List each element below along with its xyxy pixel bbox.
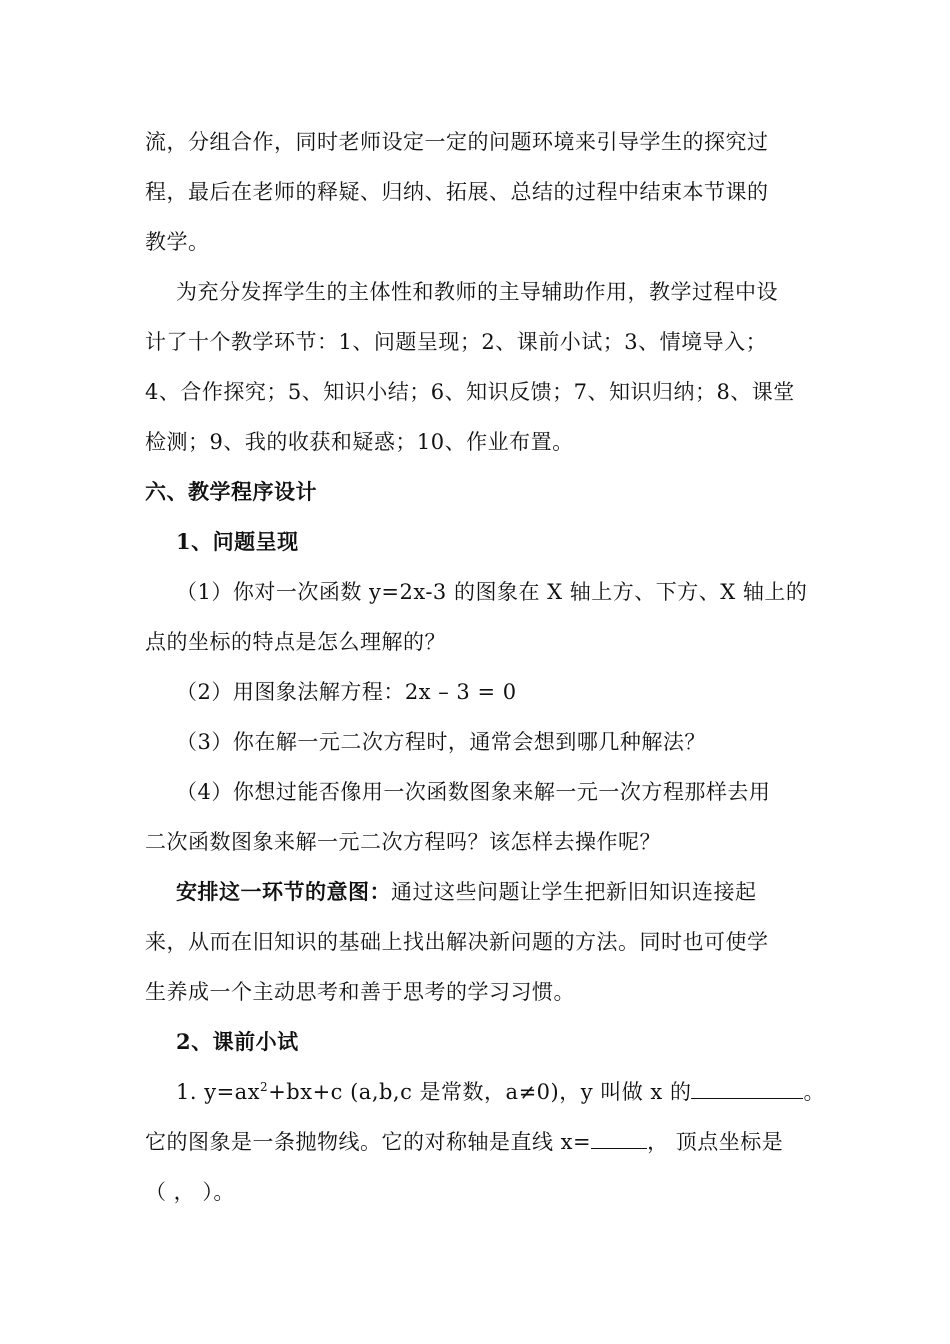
paragraph-line: 为充分发挥学生的主体性和教师的主导辅助作用，教学过程中设 — [176, 280, 778, 304]
section-heading: 六、教学程序设计 — [145, 479, 317, 504]
exercise-text: +bx+c (a,b,c 是常数，a≠0)，y 叫做 x 的 — [268, 1080, 692, 1104]
question-line: 二次函数图象来解一元二次方程吗？该怎样去操作呢？ — [145, 830, 661, 854]
intent-line — [176, 878, 757, 906]
paragraph-line: 教学。 — [145, 230, 210, 254]
exercise-line — [176, 1078, 825, 1106]
exercise-text: 1. y=ax — [176, 1080, 261, 1104]
subsection-heading: 1、问题呈现 — [176, 529, 299, 554]
question-line: （1）你对一次函数 y=2x-3 的图象在 X 轴上方、下方、X 轴上的 — [176, 580, 808, 604]
subsection-heading: 2、课前小试 — [176, 1029, 299, 1054]
exercise-line: （ ， ）。 — [145, 1180, 235, 1204]
answer-blank[interactable] — [691, 1078, 803, 1099]
exponent: 2 — [260, 1080, 269, 1094]
question-line: （4）你想过能否像用一次函数图象来解一元一次方程那样去用 — [176, 780, 771, 804]
answer-blank[interactable] — [591, 1128, 647, 1149]
intent-label: 安排这一环节的意图： — [176, 879, 391, 904]
paragraph-line: 计了十个教学环节：1、问题呈现；2、课前小试；3、情境导入； — [145, 330, 768, 354]
paragraph-line: 4、合作探究；5、知识小结；6、知识反馈；7、知识归纳；8、课堂 — [145, 380, 795, 404]
paragraph-line: 程，最后在老师的释疑、归纳、拓展、总结的过程中结束本节课的 — [145, 180, 769, 204]
paragraph-line: 检测；9、我的收获和疑惑；10、作业布置。 — [145, 430, 574, 454]
exercise-text: ， 顶点坐标是 — [647, 1130, 784, 1154]
intent-line: 生养成一个主动思考和善于思考的学习习惯。 — [145, 980, 575, 1004]
question-line: 点的坐标的特点是怎么理解的？ — [145, 630, 446, 654]
question-line: （3）你在解一元二次方程时，通常会想到哪几种解法？ — [176, 730, 706, 754]
paragraph-line: 流，分组合作，同时老师设定一定的问题环境来引导学生的探究过 — [145, 130, 769, 154]
exercise-line — [145, 1128, 783, 1156]
exercise-text: 。 — [803, 1080, 825, 1104]
exercise-text: 它的图象是一条抛物线。它的对称轴是直线 x= — [145, 1130, 592, 1154]
intent-line: 来，从而在旧知识的基础上找出解决新问题的方法。同时也可使学 — [145, 930, 769, 954]
question-line: （2）用图象法解方程：2x – 3 = 0 — [176, 680, 517, 704]
intent-text: 通过这些问题让学生把新旧知识连接起 — [391, 880, 757, 904]
